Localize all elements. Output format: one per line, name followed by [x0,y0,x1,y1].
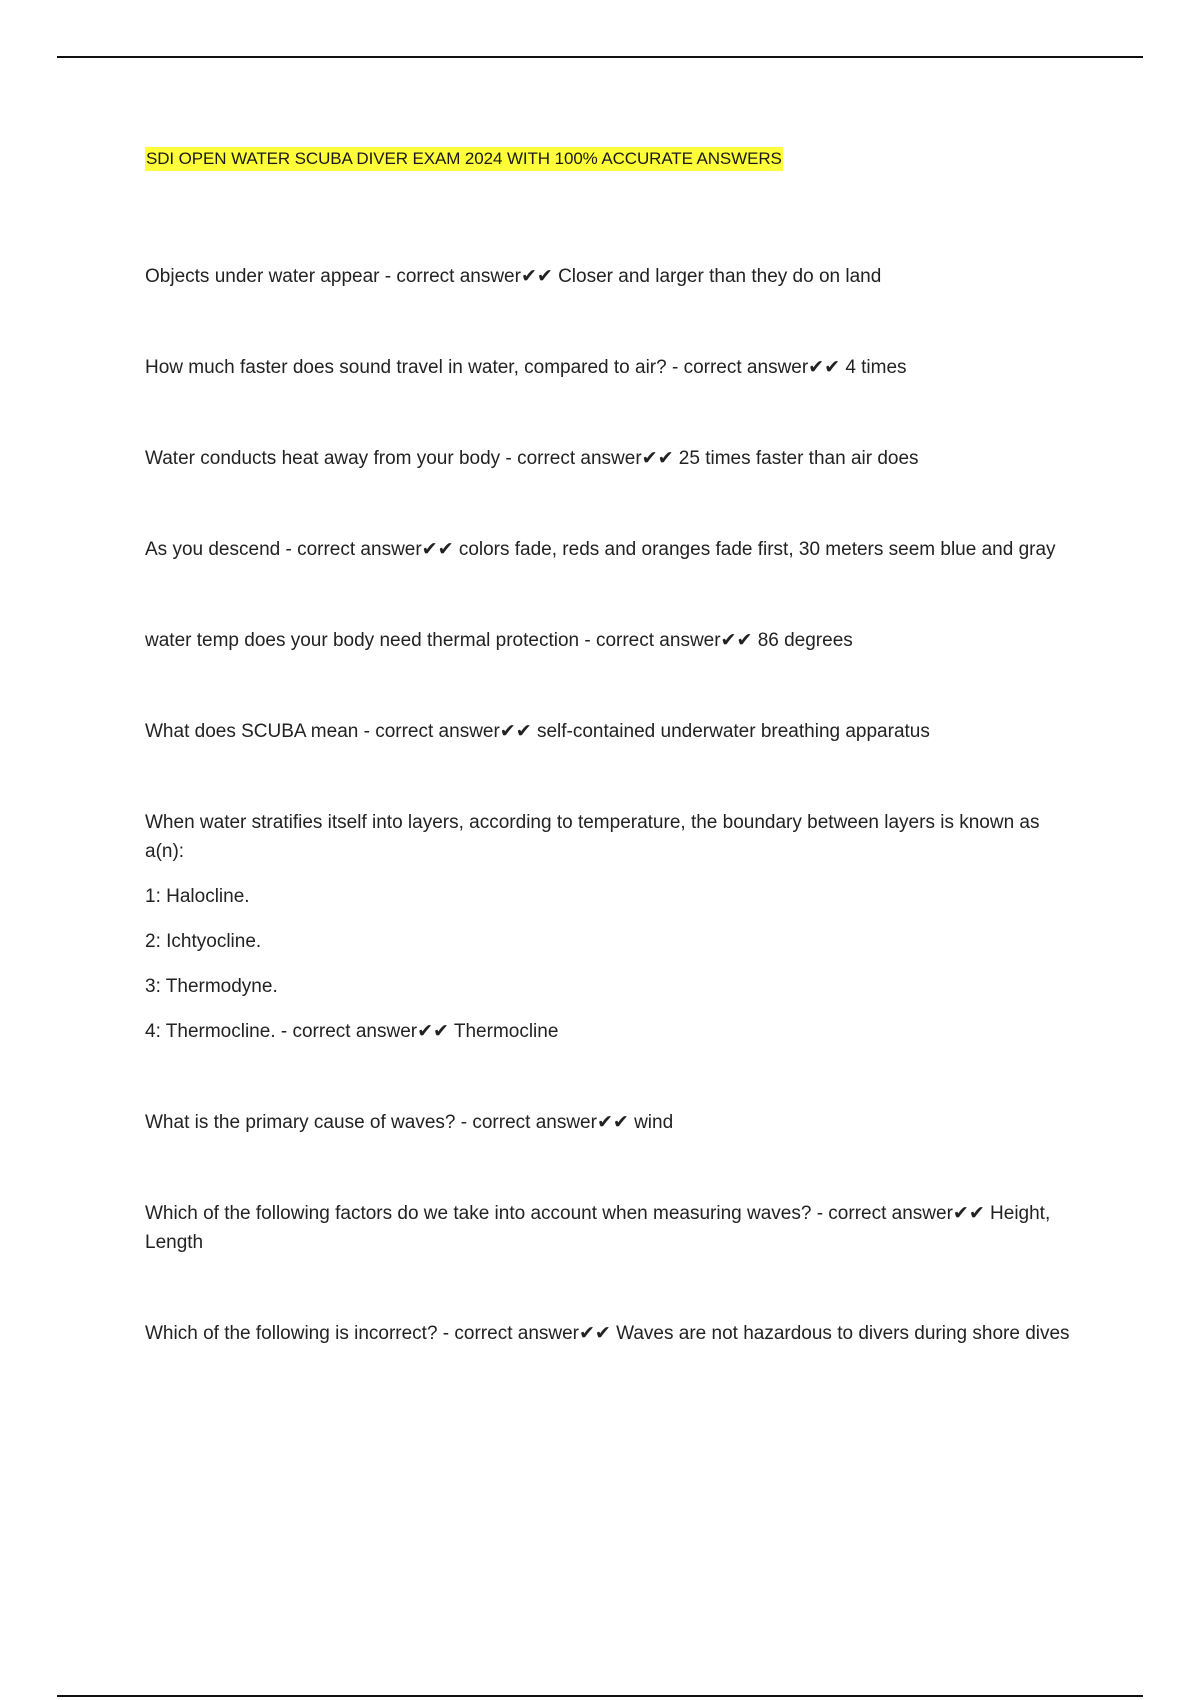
document-title: SDI OPEN WATER SCUBA DIVER EXAM 2024 WITH 100% ACCURATE ANSWERS [145,147,783,171]
question-text: water temp does your body need thermal protection [145,630,580,651]
qa-item [145,353,1075,382]
bottom-rule [57,1695,1143,1697]
answer-text: 25 times faster than air does [678,448,919,469]
question-text: Water conducts heat away from your body [145,448,501,469]
answer-separator: - correct answer✔✔ [275,1021,454,1042]
answer-text: self-contained underwater breathing apparatus [536,721,930,742]
multi-choice-question: When water stratifies itself into layers, according to temperature, the boundary between layers is known as a(n): [145,812,1040,862]
answer-separator: - correct answer✔✔ [280,539,459,560]
answer-separator: - correct answer✔✔ [437,1323,617,1344]
answer-text: 4 times [845,357,907,378]
choice-option: 1: Halocline. [145,886,250,907]
qa-item [145,444,1075,473]
qa-item [145,1319,1075,1348]
choice-option: 2: Ichtyocline. [145,931,262,952]
choice-option: 4: Thermocline. [145,1021,276,1042]
question-text: As you descend [145,539,281,560]
question-text: What is the primary cause of waves? [145,1112,456,1133]
qa-item [145,1108,1075,1137]
answer-separator: - correct answer✔✔ [500,448,679,469]
answer-text: Closer and larger than they do on land [558,266,882,287]
question-text: What does SCUBA mean [145,721,359,742]
question-text: How much faster does sound travel in water, compared to air? [145,357,667,378]
top-rule [57,56,1143,58]
qa-content [145,262,1075,1410]
answer-separator: - correct answer✔✔ [379,266,559,287]
choice-option-with-answer [145,1017,1075,1046]
qa-item [145,1199,1075,1257]
question-text: Which of the following is incorrect? [145,1323,438,1344]
answer-text: 86 degrees [757,630,853,651]
answer-separator: - correct answer✔✔ [455,1112,635,1133]
qa-item [145,626,1075,655]
answer-separator: - correct answer✔✔ [666,357,846,378]
qa-item [145,262,1075,291]
answer-text: Height, Length [145,1203,1051,1253]
answer-text: colors fade, reds and oranges fade first, 30 meters seem blue and gray [458,539,1056,560]
qa-item [145,535,1075,564]
qa-item [145,717,1075,746]
answer-separator: - correct answer✔✔ [811,1203,991,1224]
choice-option: 3: Thermodyne. [145,976,278,997]
answer-text: wind [634,1112,674,1133]
answer-text: Thermocline [453,1021,559,1042]
question-text: Which of the following factors do we take into account when measuring waves? [145,1203,812,1224]
question-text: Objects under water appear [145,266,380,287]
answer-separator: - correct answer✔✔ [579,630,758,651]
answer-separator: - correct answer✔✔ [358,721,537,742]
answer-text: Waves are not hazardous to divers during shore dives [616,1323,1070,1344]
